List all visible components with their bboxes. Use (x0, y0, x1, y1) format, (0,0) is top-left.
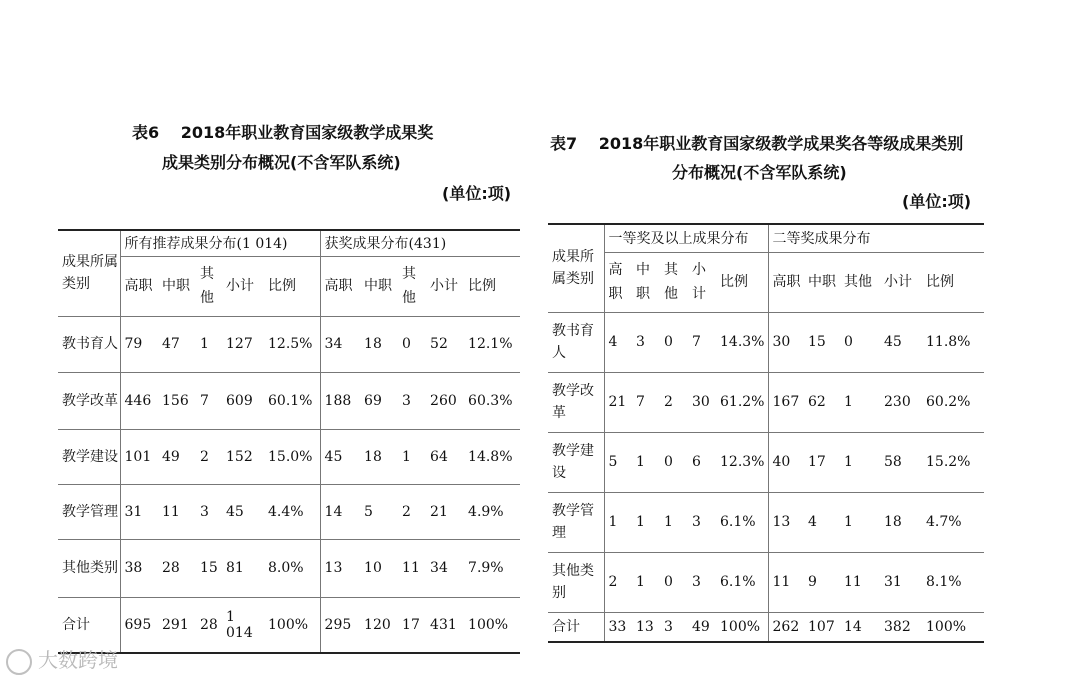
table7-cell: 262 (768, 612, 804, 642)
table6-cell: 14 (320, 484, 360, 539)
table7-row (548, 612, 984, 642)
table7-cell: 49 (688, 612, 716, 642)
table6-subheader: 其他 (196, 256, 222, 316)
table6-row (58, 539, 520, 597)
table6-cell: 17 (398, 597, 426, 653)
table7-cell: 0 (660, 552, 688, 612)
table6-cell: 52 (426, 316, 464, 372)
table6-cell: 260 (426, 372, 464, 429)
table7-cell: 100% (922, 612, 984, 642)
table7-subheader: 中职 (632, 252, 660, 312)
table6-cell: 1 014 (222, 597, 264, 653)
table6-cell: 79 (120, 316, 158, 372)
table6-cell: 4.4% (264, 484, 320, 539)
table6-cell: 60.3% (464, 372, 520, 429)
watermark-text: 大数跨境 (38, 648, 118, 672)
table6-cell: 18 (360, 429, 398, 484)
table6-cell: 12.5% (264, 316, 320, 372)
table6-cell: 38 (120, 539, 158, 597)
table6-row (58, 372, 520, 429)
table6-row-category: 其他类别 (58, 539, 120, 597)
table7-cell: 167 (768, 372, 804, 432)
table6-cell: 21 (426, 484, 464, 539)
table7-cell: 4 (804, 492, 840, 552)
table6-cell: 101 (120, 429, 158, 484)
table6-cell: 446 (120, 372, 158, 429)
table6-cell: 295 (320, 597, 360, 653)
table7-cell: 1 (840, 492, 880, 552)
table7-corner-header: 成果所属类别 (552, 249, 594, 288)
table7-cell: 14.3% (716, 312, 768, 372)
table6-subheader: 小计 (426, 256, 464, 316)
table7-cell: 61.2% (716, 372, 768, 432)
table7-cell: 1 (660, 492, 688, 552)
table7-row-category: 其他类别 (548, 552, 604, 612)
table6-cell: 100% (264, 597, 320, 653)
table7-cell: 1 (632, 552, 660, 612)
table7-row (548, 312, 984, 372)
table6-cell: 0 (398, 316, 426, 372)
table7-subheader: 高职 (768, 252, 804, 312)
table7-row (548, 492, 984, 552)
logo-icon (6, 649, 32, 675)
table6-cell: 12.1% (464, 316, 520, 372)
table6-cell: 2 (398, 484, 426, 539)
table6-unit: (单位:项) (442, 184, 512, 203)
table7-cell: 18 (880, 492, 922, 552)
table7 (548, 223, 984, 643)
table6-row-category: 教书育人 (58, 316, 120, 372)
table6-cell: 100% (464, 597, 520, 653)
table7-cell: 14 (840, 612, 880, 642)
table6-group2-header: 获奖成果分布(431) (320, 230, 520, 256)
table7-cell: 40 (768, 432, 804, 492)
table6-row (58, 429, 520, 484)
table7-cell: 0 (660, 312, 688, 372)
table6-row-category: 合计 (58, 597, 120, 653)
table6-cell: 5 (360, 484, 398, 539)
table6-cell: 49 (158, 429, 196, 484)
table7-cell: 60.2% (922, 372, 984, 432)
table6-cell: 291 (158, 597, 196, 653)
table7-cell: 5 (604, 432, 632, 492)
table6-cell: 18 (360, 316, 398, 372)
table7-row (548, 372, 984, 432)
table7-cell: 1 (632, 432, 660, 492)
table6-cell: 45 (222, 484, 264, 539)
table6-cell: 34 (320, 316, 360, 372)
table7-group1-header: 一等奖及以上成果分布 (604, 224, 768, 252)
table7-subheader: 中职 (804, 252, 840, 312)
table6-group1-header: 所有推荐成果分布(1 014) (120, 230, 320, 256)
table6-cell: 81 (222, 539, 264, 597)
table6-cell: 47 (158, 316, 196, 372)
table7-title-line1: 表7 2018年职业教育国家级教学成果奖各等级成果类别 (550, 134, 964, 153)
table6-row-category: 教学建设 (58, 429, 120, 484)
table7-cell: 2 (660, 372, 688, 432)
table7-row-category: 教学建设 (548, 432, 604, 492)
table6-subheader: 高职 (120, 256, 158, 316)
table7-group2-header: 二等奖成果分布 (768, 224, 984, 252)
table7-cell: 4 (604, 312, 632, 372)
table7-cell: 107 (804, 612, 840, 642)
table7-subheader: 其他 (660, 252, 688, 312)
table6-title-line2: 成果类别分布概况(不含军队系统) (162, 153, 401, 172)
table6-cell: 11 (398, 539, 426, 597)
table7-cell: 31 (880, 552, 922, 612)
table6-cell: 3 (196, 484, 222, 539)
table6 (58, 229, 520, 654)
table7-subheader: 小计 (880, 252, 922, 312)
table7-subheader: 比例 (922, 252, 984, 312)
table6-row (58, 316, 520, 372)
table6-subheader: 小计 (222, 256, 264, 316)
table6-subheader: 高职 (320, 256, 360, 316)
table7-cell: 3 (660, 612, 688, 642)
table6-cell: 120 (360, 597, 398, 653)
table6-cell: 1 (398, 429, 426, 484)
table7-cell: 6.1% (716, 552, 768, 612)
table6-row (58, 597, 520, 653)
table7-cell: 17 (804, 432, 840, 492)
table7-cell: 13 (632, 612, 660, 642)
table6-title-line1: 表6 2018年职业教育国家级教学成果奖 (132, 123, 434, 142)
table7-cell: 1 (604, 492, 632, 552)
table6-cell: 45 (320, 429, 360, 484)
table6-cell: 1 (196, 316, 222, 372)
table7-cell: 58 (880, 432, 922, 492)
table6-cell: 60.1% (264, 372, 320, 429)
table6-corner-header: 成果所属类别 (62, 254, 118, 293)
table6-cell: 609 (222, 372, 264, 429)
table7-row-category: 教学管理 (548, 492, 604, 552)
table6-cell: 69 (360, 372, 398, 429)
table7-cell: 0 (660, 432, 688, 492)
table7-cell: 1 (840, 432, 880, 492)
table6-cell: 14.8% (464, 429, 520, 484)
table7-subheader: 高职 (604, 252, 632, 312)
table7-cell: 33 (604, 612, 632, 642)
table6-cell: 7.9% (464, 539, 520, 597)
table7-row (548, 552, 984, 612)
table6-cell: 152 (222, 429, 264, 484)
table7-cell: 3 (632, 312, 660, 372)
table6-cell: 156 (158, 372, 196, 429)
table7-cell: 11.8% (922, 312, 984, 372)
table6-row-category: 教学管理 (58, 484, 120, 539)
table7-subheader: 其他 (840, 252, 880, 312)
table6-row (58, 484, 520, 539)
table7-row-category: 教学改革 (548, 372, 604, 432)
table7-cell: 0 (840, 312, 880, 372)
table6-subheader: 中职 (158, 256, 196, 316)
table7-cell: 8.1% (922, 552, 984, 612)
table6-cell: 127 (222, 316, 264, 372)
table6-cell: 34 (426, 539, 464, 597)
table7-cell: 30 (768, 312, 804, 372)
table7-cell: 7 (632, 372, 660, 432)
table6-subheader: 其他 (398, 256, 426, 316)
table6-cell: 28 (158, 539, 196, 597)
table6-subheader: 中职 (360, 256, 398, 316)
table6-cell: 8.0% (264, 539, 320, 597)
table6-cell: 11 (158, 484, 196, 539)
table7-subheader: 小计 (688, 252, 716, 312)
table7-row (548, 432, 984, 492)
table7-cell: 30 (688, 372, 716, 432)
table7-subheader: 比例 (716, 252, 768, 312)
table7-cell: 9 (804, 552, 840, 612)
table7-cell: 3 (688, 492, 716, 552)
table7-cell: 15 (804, 312, 840, 372)
table7-cell: 12.3% (716, 432, 768, 492)
table6-cell: 7 (196, 372, 222, 429)
table6-cell: 695 (120, 597, 158, 653)
table7-cell: 11 (840, 552, 880, 612)
table7-cell: 4.7% (922, 492, 984, 552)
table7-cell: 21 (604, 372, 632, 432)
table7-cell: 2 (604, 552, 632, 612)
table6-row-category: 教学改革 (58, 372, 120, 429)
table7-cell: 11 (768, 552, 804, 612)
table7-cell: 1 (632, 492, 660, 552)
table7-unit: (单位:项) (902, 192, 972, 211)
table6-cell: 15.0% (264, 429, 320, 484)
table7-cell: 382 (880, 612, 922, 642)
table6-cell: 2 (196, 429, 222, 484)
table6-cell: 3 (398, 372, 426, 429)
table7-cell: 1 (840, 372, 880, 432)
table7-cell: 15.2% (922, 432, 984, 492)
table6-cell: 4.9% (464, 484, 520, 539)
table6-cell: 15 (196, 539, 222, 597)
table7-cell: 13 (768, 492, 804, 552)
table6-cell: 188 (320, 372, 360, 429)
table6-cell: 31 (120, 484, 158, 539)
watermark (6, 644, 118, 675)
table7-cell: 45 (880, 312, 922, 372)
table6-cell: 64 (426, 429, 464, 484)
table7-cell: 3 (688, 552, 716, 612)
table7-cell: 62 (804, 372, 840, 432)
table6-cell: 28 (196, 597, 222, 653)
table6-cell: 431 (426, 597, 464, 653)
table7-cell: 6.1% (716, 492, 768, 552)
table6-subheader: 比例 (464, 256, 520, 316)
table6-subheader: 比例 (264, 256, 320, 316)
table6-cell: 10 (360, 539, 398, 597)
table7-row-category: 教书育人 (548, 312, 604, 372)
table7-cell: 6 (688, 432, 716, 492)
table7-cell: 100% (716, 612, 768, 642)
table7-row-category: 合计 (548, 612, 604, 642)
table7-cell: 7 (688, 312, 716, 372)
table7-cell: 230 (880, 372, 922, 432)
table6-cell: 13 (320, 539, 360, 597)
table7-title-line2: 分布概况(不含军队系统) (672, 163, 847, 182)
